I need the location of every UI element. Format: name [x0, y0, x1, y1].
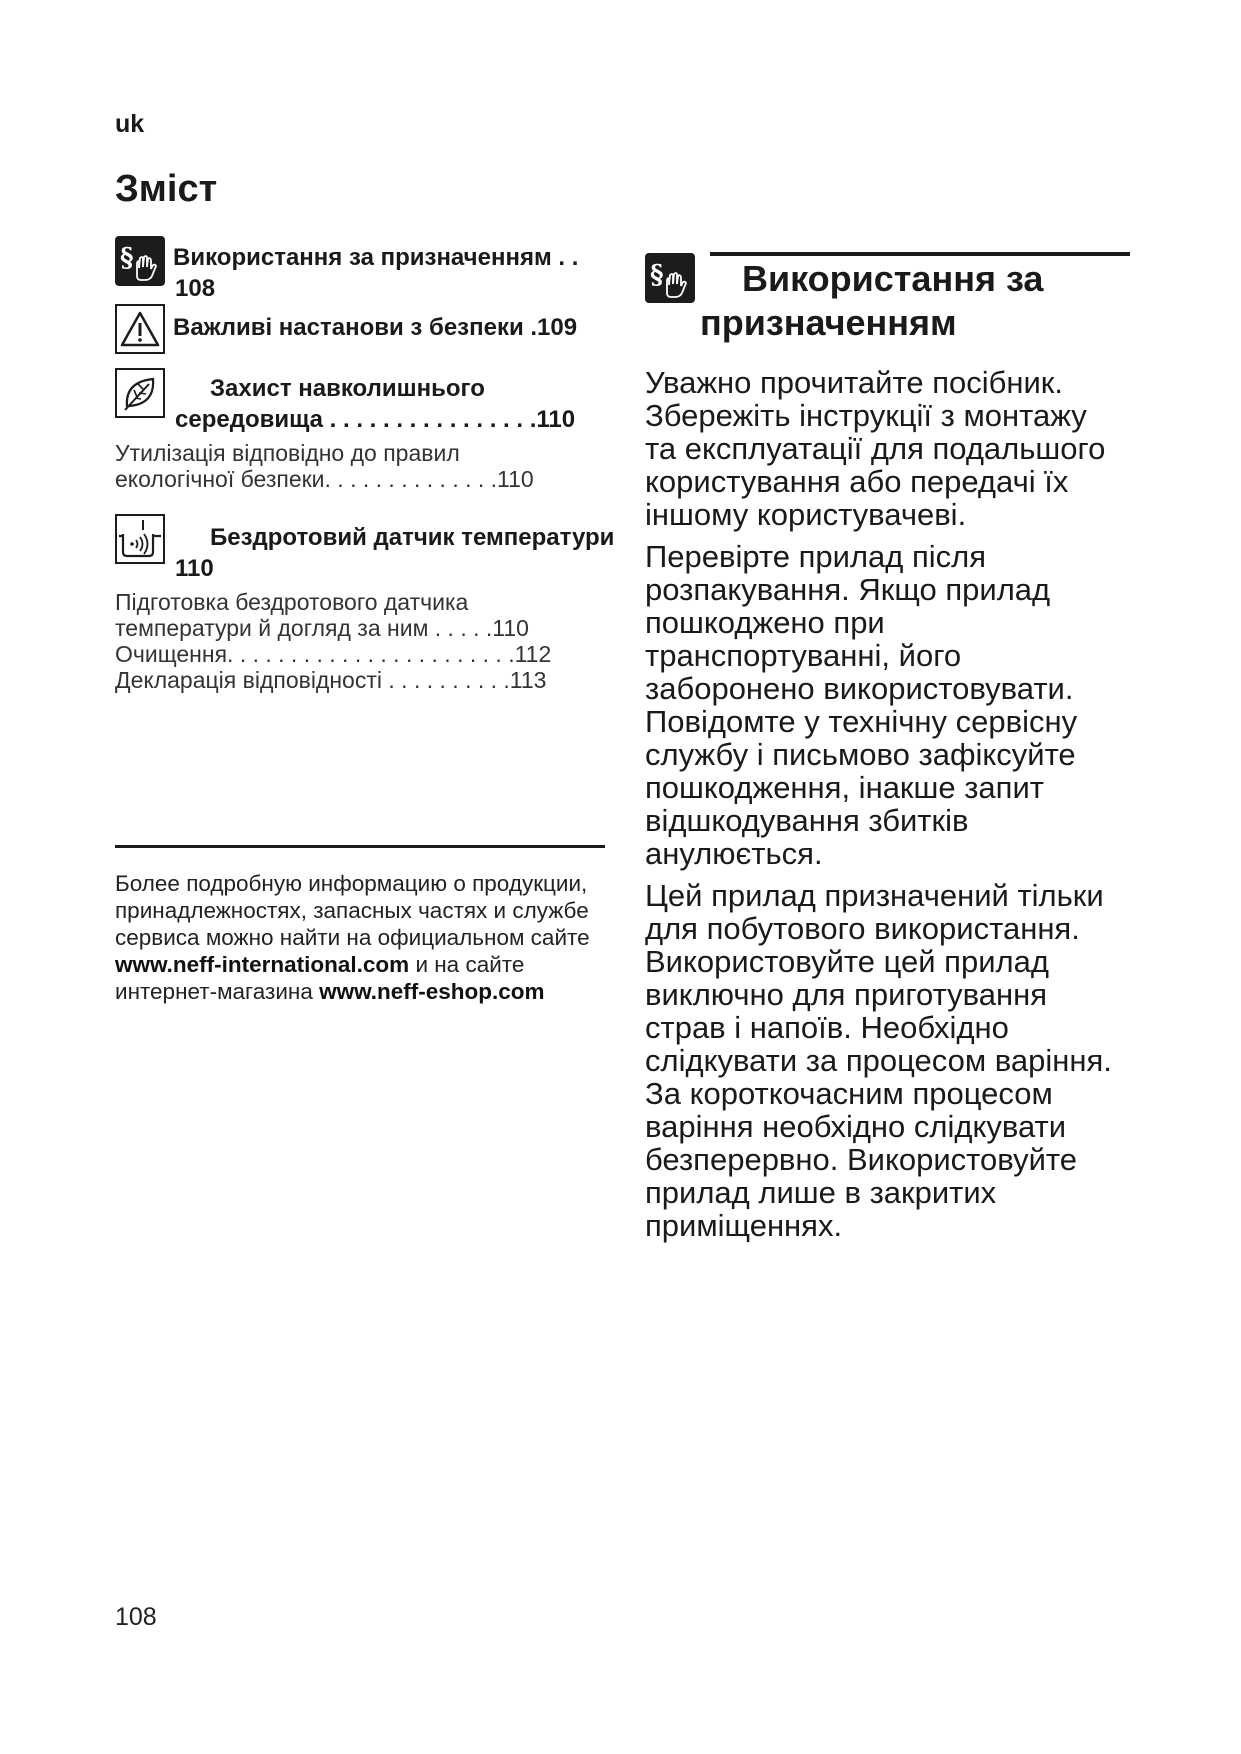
section-body: [645, 366, 1125, 1251]
svg-text:§: §: [120, 243, 134, 273]
body-paragraph: Перевірте прилад після розпакування. Якщо прилад пошкоджено при транспортуванні, його заборонено використовувати. Повідомте у технічну сервісну службу і письмово зафіксуйте пошкодження, інакше запит відшкодування збитків анулюється.: [645, 539, 1078, 871]
toc-entry-environment[interactable]: Захист навколишнього: [210, 375, 485, 402]
divider: [115, 845, 605, 848]
paragraph-hand-icon: [645, 253, 695, 303]
toc-title: Зміст: [115, 168, 218, 210]
toc-sub-entry[interactable]: Підготовка бездротового датчика: [115, 589, 469, 615]
note-text: Более подробную информацию о продукции, принадлежностях, запасных частях и службе сервиса можно найти на официальном сайте: [115, 871, 590, 950]
toc-entry-environment-page[interactable]: середовища . . . . . . . . . . . . . . . .110: [175, 406, 576, 433]
section-title-line: призначенням: [700, 302, 957, 343]
section-divider: [710, 252, 1130, 256]
note-text: и на сайте интернет-магазина: [115, 952, 525, 1004]
info-note: [115, 870, 615, 1005]
toc-sub-entry[interactable]: Очищення. . . . . . . . . . . . . . . . . . . . . . .112: [115, 641, 552, 667]
toc-sub-entry[interactable]: Утилізація відповідно до правил: [115, 440, 460, 466]
note-link-eshop[interactable]: www.neff-eshop.com: [319, 979, 545, 1004]
leaf-icon: [115, 368, 165, 418]
toc-entry-safety[interactable]: Важливі настанови з безпеки .109: [173, 314, 578, 341]
warning-triangle-icon: [115, 304, 165, 354]
toc-entry-wireless-sensor-page[interactable]: 110: [175, 555, 214, 582]
toc-sub-entry[interactable]: температури й догляд за ним . . . . .110: [115, 615, 529, 641]
toc-entry-wireless-sensor[interactable]: Бездротовий датчик температури: [210, 524, 615, 551]
toc-sub-entry[interactable]: Декларація відповідності . . . . . . . . . .113: [115, 667, 547, 693]
body-paragraph: Цей прилад призначений тільки для побутового використання. Використовуйте цей прилад виключно для приготування страв і напоїв. Необхідно слідкувати за процесом варіння. За короткочасним процесом варіння необхідно слідкувати безперервно. Використовуйте прилад лише в закритих приміщеннях.: [645, 878, 1112, 1243]
svg-text:§: §: [650, 260, 664, 290]
note-link-international[interactable]: www.neff-international.com: [115, 952, 410, 977]
paragraph-hand-icon: [115, 236, 165, 286]
section-title-line: Використання за: [742, 258, 1044, 299]
toc-sub-entry[interactable]: екологічної безпеки. . . . . . . . . . . . . .110: [115, 466, 534, 492]
body-paragraph: Уважно прочитайте посібник. Збережіть інструкції з монтажу та експлуатації для подальшого користування або передачі їх іншому користувачеві.: [645, 365, 1106, 532]
section-title: [700, 257, 1140, 345]
wireless-sensor-icon: [115, 514, 165, 564]
toc-entry-intended-use[interactable]: Використання за призначенням . .: [173, 244, 579, 271]
page-number: 108: [115, 1603, 157, 1631]
language-code: uk: [115, 110, 145, 138]
toc-entry-intended-use-page[interactable]: 108: [175, 275, 216, 302]
